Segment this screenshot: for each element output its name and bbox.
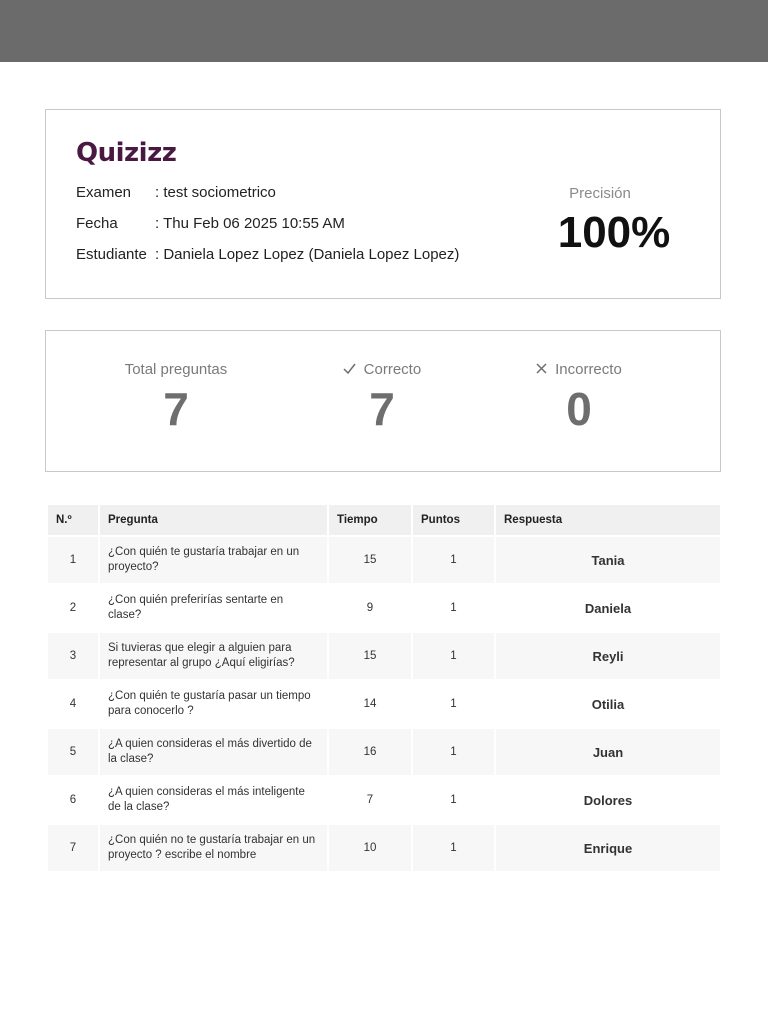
row-num: 2 [48, 585, 98, 631]
header-answer: Respuesta [496, 505, 720, 535]
row-question: ¿A quien consideras el más divertido de la clase? [100, 729, 327, 775]
row-question: ¿A quien consideras el más inteligente de la clase? [100, 777, 327, 823]
row-answer: Enrique [496, 825, 720, 871]
table-row [48, 537, 720, 583]
row-points: 1 [413, 681, 494, 727]
row-question: Si tuvieras que elegir a alguien para representar al grupo ¿Aquí eligirías? [100, 633, 327, 679]
row-time: 15 [329, 633, 411, 679]
exam-info-card [45, 109, 721, 299]
precision-label: Precisión [569, 185, 631, 202]
row-time: 9 [329, 585, 411, 631]
row-time: 16 [329, 729, 411, 775]
row-num: 3 [48, 633, 98, 679]
row-points: 1 [413, 585, 494, 631]
header-num: N.º [48, 505, 98, 535]
row-points: 1 [413, 825, 494, 871]
row-answer: Dolores [496, 777, 720, 823]
table-row [48, 633, 720, 679]
table-row [48, 585, 720, 631]
row-points: 1 [413, 537, 494, 583]
row-num: 5 [48, 729, 98, 775]
row-question: ¿Con quién te gustaría pasar un tiempo para conocerlo ? [100, 681, 327, 727]
row-points: 1 [413, 729, 494, 775]
exam-row [76, 184, 276, 201]
row-points: 1 [413, 777, 494, 823]
row-time: 15 [329, 537, 411, 583]
top-bar [0, 0, 768, 62]
incorrect-label: Incorrecto [555, 361, 622, 378]
row-time: 7 [329, 777, 411, 823]
total-questions-label: Total preguntas [124, 361, 228, 378]
date-label: Fecha [76, 215, 118, 232]
stats-card [45, 330, 721, 472]
correct-value: 7 [369, 383, 395, 435]
results-table [46, 503, 722, 873]
table-row [48, 825, 720, 871]
row-num: 7 [48, 825, 98, 871]
quizizz-logo: Quizizz [76, 138, 177, 168]
student-label: Estudiante [76, 246, 147, 263]
row-answer: Tania [496, 537, 720, 583]
total-questions-value: 7 [163, 383, 189, 435]
table-row [48, 777, 720, 823]
header-time: Tiempo [329, 505, 411, 535]
correct-label: Correcto [363, 361, 422, 378]
stat-correct [302, 361, 462, 436]
header-question: Pregunta [100, 505, 327, 535]
date-value: : Thu Feb 06 2025 10:55 AM [155, 215, 345, 232]
row-answer: Otilia [496, 681, 720, 727]
table-header-row [48, 505, 720, 535]
row-answer: Reyli [496, 633, 720, 679]
row-num: 6 [48, 777, 98, 823]
exam-label: Examen [76, 184, 132, 201]
student-row [76, 246, 459, 263]
check-icon [343, 361, 360, 377]
precision-value: 100% [557, 208, 671, 257]
row-num: 1 [48, 537, 98, 583]
row-time: 14 [329, 681, 411, 727]
row-question: ¿Con quién no te gustaría trabajar en un proyecto ? escribe el nombre [100, 825, 327, 871]
row-time: 10 [329, 825, 411, 871]
stat-total [96, 361, 256, 436]
row-question: ¿Con quién te gustaría trabajar en un proyecto? [100, 537, 327, 583]
row-points: 1 [413, 633, 494, 679]
student-value: : Daniela Lopez Lopez (Daniela Lopez Lopez) [155, 246, 460, 263]
row-answer: Daniela [496, 585, 720, 631]
row-num: 4 [48, 681, 98, 727]
table-row [48, 681, 720, 727]
exam-value: : test sociometrico [155, 184, 276, 201]
date-row [76, 215, 345, 232]
table-row [48, 729, 720, 775]
x-icon [536, 361, 551, 377]
header-points: Puntos [413, 505, 494, 535]
row-answer: Juan [496, 729, 720, 775]
incorrect-value: 0 [566, 383, 592, 435]
row-question: ¿Con quién preferirías sentarte en clase? [100, 585, 327, 631]
stat-incorrect [499, 361, 659, 436]
